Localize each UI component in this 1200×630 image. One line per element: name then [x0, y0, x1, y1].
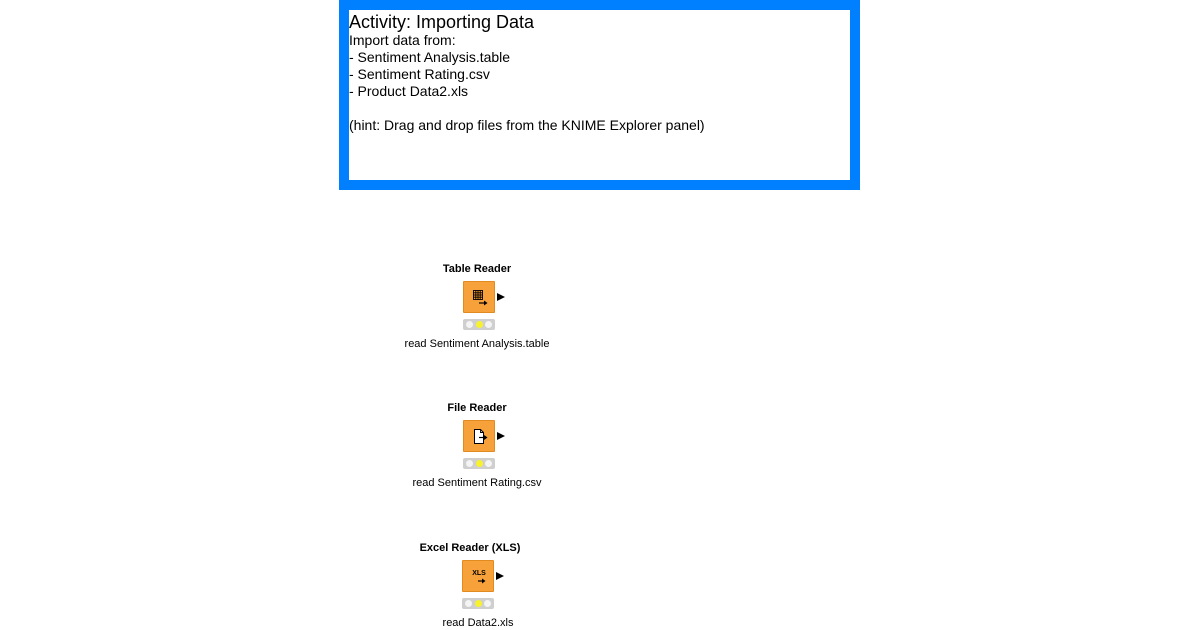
- status-light-red: [466, 460, 473, 467]
- status-light-yellow: [476, 460, 483, 467]
- status-light-green: [485, 460, 492, 467]
- annotation-line: - Product Data2.xls: [349, 83, 469, 99]
- annotation-line: Import data from:: [349, 32, 456, 48]
- status-light-red: [466, 321, 473, 328]
- annotation-text: [349, 10, 850, 180]
- node-label[interactable]: read Sentiment Analysis.table: [404, 338, 550, 350]
- annotation-hint: (hint: Drag and drop files from the KNIME Explorer panel): [349, 117, 705, 133]
- node-title[interactable]: Table Reader: [442, 263, 512, 275]
- status-light-yellow: [476, 321, 483, 328]
- excel-reader-icon: [463, 561, 495, 593]
- node-title[interactable]: File Reader: [447, 402, 507, 414]
- node-body[interactable]: [462, 560, 494, 592]
- status-light-green: [485, 321, 492, 328]
- annotation-line-blank: [349, 100, 850, 117]
- xls-icon-text: XLS: [472, 570, 486, 577]
- node-status-lights: [463, 458, 495, 469]
- node-label[interactable]: read Sentiment Rating.csv: [412, 477, 542, 489]
- node-body[interactable]: [463, 281, 495, 313]
- output-port[interactable]: [496, 572, 504, 580]
- status-light-red: [465, 600, 472, 607]
- status-light-green: [484, 600, 491, 607]
- node-body[interactable]: [463, 420, 495, 452]
- node-label[interactable]: read Data2.xls: [442, 617, 514, 629]
- output-port[interactable]: [497, 432, 505, 440]
- table-reader-icon: [464, 282, 496, 314]
- file-reader-icon: [464, 421, 496, 453]
- node-title[interactable]: Excel Reader (XLS): [419, 542, 521, 554]
- output-port[interactable]: [497, 293, 505, 301]
- status-light-yellow: [475, 600, 482, 607]
- annotation-line: - Sentiment Rating.csv: [349, 66, 490, 82]
- workflow-annotation[interactable]: [339, 0, 860, 190]
- node-status-lights: [462, 598, 494, 609]
- node-status-lights: [463, 319, 495, 330]
- annotation-title: Activity: Importing Data: [349, 12, 535, 32]
- annotation-line: - Sentiment Analysis.table: [349, 49, 511, 65]
